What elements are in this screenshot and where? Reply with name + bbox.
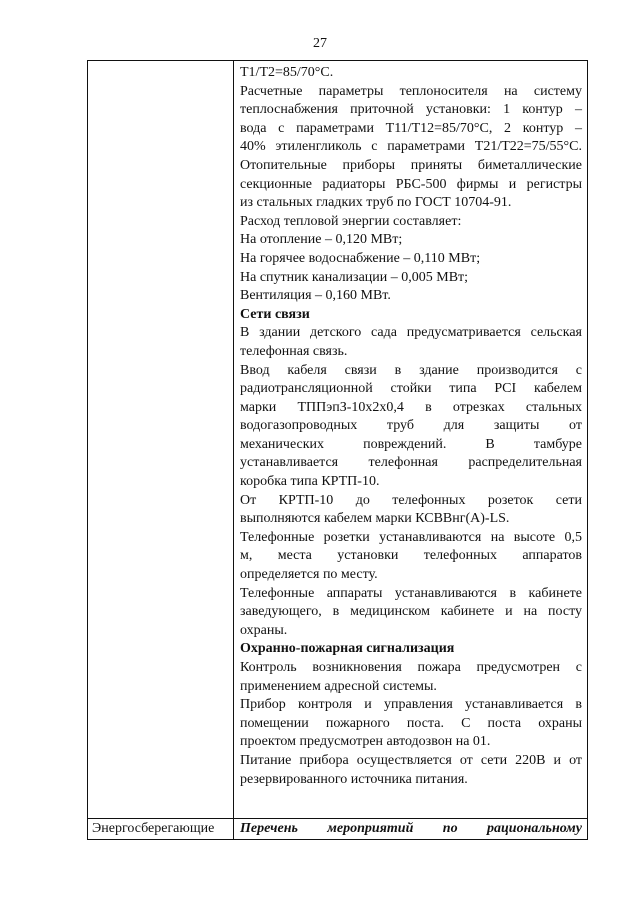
section-heading: Сети связи: [240, 306, 310, 322]
text-line: Прибор контроля и управления устанавливается в: [240, 697, 582, 713]
text-line: Питание прибора осуществляется от сети 220В и от: [240, 752, 582, 768]
text-line: Расчетные параметры теплоносителя на систему: [240, 83, 582, 99]
text-line: Телефонные аппараты устанавливаются в кабинете: [240, 585, 582, 601]
text-line: механических повреждений. В тамбуре: [240, 436, 582, 452]
text-line: м, места установки телефонных аппаратов: [240, 548, 582, 564]
text-line: Контроль возникновения пожара предусмотрен с: [240, 660, 582, 675]
text-line: Расход тепловой энергии составляет:: [240, 213, 462, 229]
text-line: От КРТП-10 до телефонных розеток сети: [240, 492, 582, 508]
text-line: Вентиляция – 0,160 МВт.: [240, 288, 391, 304]
table-row: [88, 61, 588, 819]
text-line: В здании детского сада предусматривается сельская: [240, 325, 582, 341]
text-line: выполняются кабелем марки КСВВнг(А)-LS.: [240, 511, 510, 527]
table-row: [88, 819, 588, 840]
text-line: проектом предусмотрен автодозвон на 01.: [240, 734, 491, 750]
content-table: [87, 60, 588, 840]
left-cell-label: [88, 819, 234, 840]
text-line: помещении пожарного поста. С поста охраны: [240, 715, 582, 731]
text-block: [234, 61, 587, 789]
right-cell-heading: [234, 819, 588, 840]
right-cell-text: [234, 61, 588, 819]
text-line: На горячее водоснабжение – 0,110 МВт;: [240, 250, 481, 266]
text-line: На отопление – 0,120 МВт;: [240, 232, 403, 248]
text-line: секционные радиаторы РБС-500 фирмы и регистры: [240, 176, 582, 192]
text-line: Телефонные розетки устанавливаются на высоте 0,5: [240, 529, 582, 545]
text-line: Отопительные приборы приняты биметаллические: [240, 157, 582, 173]
text-line: охраны.: [240, 622, 288, 638]
text-line: устанавливается телефонная распределительная: [240, 455, 582, 471]
text-line: вода с параметрами Т11/Т12=85/70°С, 2 контур –: [240, 120, 582, 136]
text-line: заведующего, в медицинском кабинете и на посту: [240, 604, 582, 620]
section-heading: Охранно-пожарная сигнализация: [240, 641, 455, 657]
left-cell-empty: [88, 61, 234, 819]
text-line: определяется по месту.: [240, 567, 378, 583]
text-line: телефонная связь.: [240, 343, 348, 359]
text-line: коробка типа КРТП-10.: [240, 474, 380, 490]
text-line: На спутник канализации – 0,005 МВт;: [240, 269, 469, 285]
row-label: Энергосберегающие: [92, 821, 215, 836]
text-line: водогазопроводных труб для защиты от: [240, 418, 582, 434]
text-line: резервированного источника питания.: [240, 771, 468, 787]
text-line: из стальных гладких труб по ГОСТ 10704-91.: [240, 195, 512, 211]
text-line: марки ТППэпЗ-10х2х0,4 в отрезках стальных: [240, 399, 582, 415]
text-line: применением адресной системы.: [240, 678, 437, 694]
text-line: радиотрансляционной стойки типа PCI кабелем: [240, 381, 582, 397]
page-number: 27: [313, 36, 327, 51]
text-line: теплоснабжения приточной установки: 1 контур –: [240, 102, 582, 118]
section-heading: Перечень мероприятий по рациональному: [240, 821, 582, 836]
text-line: Т1/Т2=85/70°С.: [240, 65, 334, 80]
text-line: 40% этиленгликоль с параметрами Т21/Т22=75/55°С.: [240, 139, 582, 155]
text-line: Ввод кабеля связи в здание производится с: [240, 362, 582, 378]
